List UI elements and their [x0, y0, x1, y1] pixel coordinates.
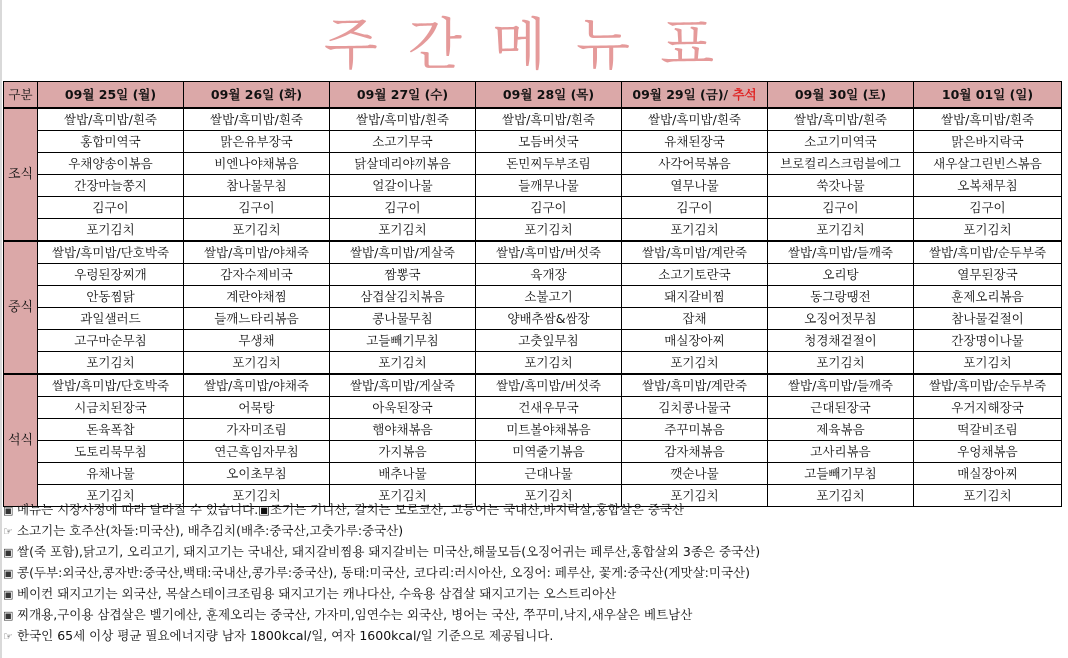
menu-cell: 포기김치 [330, 219, 476, 242]
menu-cell: 새우살그린빈스볶음 [914, 153, 1062, 175]
menu-cell: 맑은유부장국 [184, 131, 330, 153]
note-bullet-icon: ▣ [3, 588, 14, 601]
menu-cell: 김구이 [768, 197, 914, 219]
table-row [4, 419, 1062, 441]
note-line [3, 583, 1063, 604]
menu-cell: 쌀밥/흑미밥/게살죽 [330, 374, 476, 397]
menu-cell: 포기김치 [38, 219, 184, 242]
note-line [3, 562, 1063, 583]
pointing-hand-icon: ☞ [3, 630, 13, 643]
menu-cell: 김구이 [914, 197, 1062, 219]
note-line [3, 604, 1063, 625]
menu-cell: 포기김치 [476, 219, 622, 242]
menu-cell: 포기김치 [38, 485, 184, 507]
menu-cell: 김구이 [38, 197, 184, 219]
note-line [3, 541, 1063, 562]
menu-cell: 떡갈비조림 [914, 419, 1062, 441]
notes-section [3, 499, 1063, 646]
table-row [4, 286, 1062, 308]
menu-cell: 쌀밥/흑미밥/야채죽 [184, 374, 330, 397]
menu-cell: 포기김치 [330, 352, 476, 375]
header-row [4, 82, 1062, 109]
menu-cell: 주꾸미볶음 [622, 419, 768, 441]
menu-cell: 오징어젓무침 [768, 308, 914, 330]
menu-cell: 참나물무침 [184, 175, 330, 197]
menu-cell: 포기김치 [768, 219, 914, 242]
menu-cell: 우엉채볶음 [914, 441, 1062, 463]
menu-cell: 유채나물 [38, 463, 184, 485]
menu-cell: 사각어묵볶음 [622, 153, 768, 175]
menu-cell: 제육볶음 [768, 419, 914, 441]
menu-cell: 돈육폭찹 [38, 419, 184, 441]
header-day-1: 09월 25일 (월) [38, 82, 184, 109]
menu-cell: 계란야채찜 [184, 286, 330, 308]
table-row [4, 308, 1062, 330]
header-gubun: 구분 [4, 82, 38, 109]
menu-cell: 쌀밥/흑미밥/단호박죽 [38, 241, 184, 264]
menu-cell: 모듬버섯국 [476, 131, 622, 153]
table-row [4, 241, 1062, 264]
menu-cell: 포기김치 [184, 219, 330, 242]
meal-label: 중식 [4, 241, 38, 374]
menu-cell: 포기김치 [622, 352, 768, 375]
menu-cell: 배추나물 [330, 463, 476, 485]
menu-cell: 쌀밥/흑미밥/흰죽 [914, 108, 1062, 131]
menu-cell: 쌀밥/흑미밥/흰죽 [768, 108, 914, 131]
menu-cell: 소고기무국 [330, 131, 476, 153]
menu-cell: 포기김치 [622, 219, 768, 242]
page-title: 주간메뉴표 [323, 13, 745, 78]
menu-cell: 어묵탕 [184, 397, 330, 419]
menu-cell: 양배추쌈&쌈장 [476, 308, 622, 330]
pointing-hand-icon: ☞ [3, 525, 13, 538]
meal-label: 조식 [4, 108, 38, 241]
page-title-box [0, 2, 1068, 80]
menu-cell: 쌀밥/흑미밥/버섯죽 [476, 374, 622, 397]
menu-cell: 햄야채볶음 [330, 419, 476, 441]
holiday-label: 추석 [732, 87, 757, 102]
menu-cell: 고사리볶음 [768, 441, 914, 463]
menu-cell: 쌀밥/흑미밥/들깨죽 [768, 241, 914, 264]
note-text: 메뉴는 시장사정에 따라 달라질 수 있습니다.▣조기는 기니산, 갈치는 모로코산, 고등어는 국내산,바지락살,홍합살은 중국산 [17, 502, 685, 517]
menu-cell: 무생채 [184, 330, 330, 352]
note-text: 콩(두부:외국산,콩자반:중국산,백태:국내산,콩가루:중국산), 동태:미국산, 코다리:러시아산, 오징어: 페루산, 꽃게:중국산(게맛살:미국산) [17, 565, 750, 580]
menu-cell: 브로컬리스크럼블에그 [768, 153, 914, 175]
table-row [4, 175, 1062, 197]
menu-cell: 근대된장국 [768, 397, 914, 419]
menu-cell: 육개장 [476, 264, 622, 286]
menu-cell: 도토리묵무침 [38, 441, 184, 463]
table-row [4, 397, 1062, 419]
note-bullet-icon: ▣ [3, 504, 14, 517]
note-bullet-icon: ▣ [3, 546, 14, 559]
menu-cell: 쌀밥/흑미밥/흰죽 [622, 108, 768, 131]
menu-cell: 소불고기 [476, 286, 622, 308]
menu-table [3, 81, 1062, 507]
header-day-7: 10월 01일 (일) [914, 82, 1062, 109]
menu-cell: 미트볼야채볶음 [476, 419, 622, 441]
menu-cell: 쌀밥/흑미밥/계란죽 [622, 374, 768, 397]
menu-cell: 김구이 [330, 197, 476, 219]
note-bullet-icon: ▣ [3, 609, 14, 622]
menu-cell: 포기김치 [38, 352, 184, 375]
menu-cell: 돈민찌두부조림 [476, 153, 622, 175]
menu-cell: 안동찜닭 [38, 286, 184, 308]
menu-cell: 김구이 [184, 197, 330, 219]
menu-cell: 쌀밥/흑미밥/흰죽 [184, 108, 330, 131]
table-row [4, 441, 1062, 463]
menu-cell: 포기김치 [476, 485, 622, 507]
menu-cell: 가지볶음 [330, 441, 476, 463]
table-row [4, 374, 1062, 397]
menu-cell: 우거지해장국 [914, 397, 1062, 419]
menu-cell: 유채된장국 [622, 131, 768, 153]
menu-cell: 포기김치 [914, 485, 1062, 507]
menu-cell: 쌀밥/흑미밥/단호박죽 [38, 374, 184, 397]
menu-cell: 간장마늘쫑지 [38, 175, 184, 197]
menu-cell: 쌀밥/흑미밥/흰죽 [330, 108, 476, 131]
menu-cell: 비엔나야채볶음 [184, 153, 330, 175]
menu-cell: 쌀밥/흑미밥/계란죽 [622, 241, 768, 264]
menu-cell: 고들빼기무침 [768, 463, 914, 485]
menu-cell: 포기김치 [330, 485, 476, 507]
menu-cell: 포기김치 [914, 352, 1062, 375]
menu-cell: 쌀밥/흑미밥/게살죽 [330, 241, 476, 264]
menu-cell: 시금치된장국 [38, 397, 184, 419]
meal-label: 석식 [4, 374, 38, 507]
menu-cell: 훈제오리볶음 [914, 286, 1062, 308]
menu-cell: 쌀밥/흑미밥/들깨죽 [768, 374, 914, 397]
menu-cell: 깻순나물 [622, 463, 768, 485]
note-line [3, 499, 1063, 520]
menu-cell: 닭살데리야끼볶음 [330, 153, 476, 175]
menu-cell: 오복채무침 [914, 175, 1062, 197]
menu-cell: 쑥갓나물 [768, 175, 914, 197]
menu-cell: 과일샐러드 [38, 308, 184, 330]
menu-cell: 미역줄기볶음 [476, 441, 622, 463]
menu-cell: 매실장아찌 [622, 330, 768, 352]
table-row [4, 153, 1062, 175]
menu-cell: 고들빼기무침 [330, 330, 476, 352]
header-day-4: 09월 28일 (목) [476, 82, 622, 109]
menu-cell: 김구이 [622, 197, 768, 219]
menu-cell: 포기김치 [622, 485, 768, 507]
menu-cell: 감자채볶음 [622, 441, 768, 463]
menu-cell: 쌀밥/흑미밥/흰죽 [476, 108, 622, 131]
note-text: 한국인 65세 이상 평균 필요에너지량 남자 1800kcal/일, 여자 1600kcal/일 기준으로 제공됩니다. [17, 628, 554, 643]
menu-cell: 홍합미역국 [38, 131, 184, 153]
menu-cell: 쌀밥/흑미밥/흰죽 [38, 108, 184, 131]
note-bullet-icon: ▣ [3, 567, 14, 580]
menu-cell: 우채양송이볶음 [38, 153, 184, 175]
menu-cell: 근대나물 [476, 463, 622, 485]
table-row [4, 264, 1062, 286]
menu-cell: 간장명이나물 [914, 330, 1062, 352]
menu-cell: 얼갈이나물 [330, 175, 476, 197]
menu-cell: 김치콩나물국 [622, 397, 768, 419]
menu-cell: 들깨느타리볶음 [184, 308, 330, 330]
menu-cell: 열무나물 [622, 175, 768, 197]
menu-cell: 포기김치 [768, 485, 914, 507]
menu-cell: 열무된장국 [914, 264, 1062, 286]
menu-cell: 소고기미역국 [768, 131, 914, 153]
menu-cell: 감자수제비국 [184, 264, 330, 286]
header-day-3: 09월 27일 (수) [330, 82, 476, 109]
meal-body [4, 108, 1062, 507]
note-line [3, 625, 1063, 646]
menu-cell: 포기김치 [184, 352, 330, 375]
table-row [4, 131, 1062, 153]
menu-cell: 삼겹살김치볶음 [330, 286, 476, 308]
menu-cell: 오리탕 [768, 264, 914, 286]
menu-cell: 포기김치 [184, 485, 330, 507]
menu-cell: 돼지갈비찜 [622, 286, 768, 308]
menu-cell: 쌀밥/흑미밥/버섯죽 [476, 241, 622, 264]
note-text: 소고기는 호주산(차돌:미국산), 배추김치(배추:중국산,고춧가루:중국산) [17, 523, 404, 538]
table-row [4, 330, 1062, 352]
menu-cell: 쌀밥/흑미밥/순두부죽 [914, 241, 1062, 264]
menu-cell: 잡채 [622, 308, 768, 330]
table-row [4, 463, 1062, 485]
table-row [4, 197, 1062, 219]
menu-cell: 아욱된장국 [330, 397, 476, 419]
note-text: 베이컨 돼지고기는 외국산, 목살스테이크조림용 돼지고기는 캐나다산, 수육용 삼겹살 돼지고기는 오스트리아산 [17, 586, 617, 601]
menu-cell: 우렁된장찌개 [38, 264, 184, 286]
note-text: 쌀(죽 포함),닭고기, 오리고기, 돼지고기는 국내산, 돼지갈비찜용 돼지갈비는 미국산,해물모듬(오징어귀는 페루산,홍합살외 3종은 중국산) [17, 544, 761, 559]
menu-cell: 짬뽕국 [330, 264, 476, 286]
menu-cell: 콩나물무침 [330, 308, 476, 330]
menu-cell: 고춧잎무침 [476, 330, 622, 352]
menu-cell: 김구이 [476, 197, 622, 219]
header-day-2: 09월 26일 (화) [184, 82, 330, 109]
table-row [4, 352, 1062, 375]
menu-cell: 건새우무국 [476, 397, 622, 419]
menu-cell: 포기김치 [476, 352, 622, 375]
menu-cell: 소고기토란국 [622, 264, 768, 286]
table-row [4, 219, 1062, 242]
menu-cell: 오이초무침 [184, 463, 330, 485]
menu-cell: 매실장아찌 [914, 463, 1062, 485]
menu-cell: 들깨무나물 [476, 175, 622, 197]
note-text: 찌개용,구이용 삼겹살은 벨기에산, 훈제오리는 중국산, 가자미,임연수는 외국산, 병어는 국산, 쭈꾸미,낙지,새우살은 베트남산 [17, 607, 693, 622]
menu-cell: 참나물겉절이 [914, 308, 1062, 330]
menu-cell: 연근흑임자무침 [184, 441, 330, 463]
menu-cell: 쌀밥/흑미밥/야채죽 [184, 241, 330, 264]
menu-cell: 가자미조림 [184, 419, 330, 441]
menu-cell: 포기김치 [768, 352, 914, 375]
menu-cell: 고구마순무침 [38, 330, 184, 352]
menu-cell: 포기김치 [914, 219, 1062, 242]
sheet-edge [0, 0, 2, 658]
header-day-6: 09월 30일 (토) [768, 82, 914, 109]
menu-cell: 청경채겉절이 [768, 330, 914, 352]
menu-cell: 쌀밥/흑미밥/순두부죽 [914, 374, 1062, 397]
table-row [4, 108, 1062, 131]
header-day-5: 09월 29일 (금)/ 추석 [622, 82, 768, 109]
menu-cell: 맑은바지락국 [914, 131, 1062, 153]
note-line [3, 520, 1063, 541]
menu-cell: 동그랑땡전 [768, 286, 914, 308]
